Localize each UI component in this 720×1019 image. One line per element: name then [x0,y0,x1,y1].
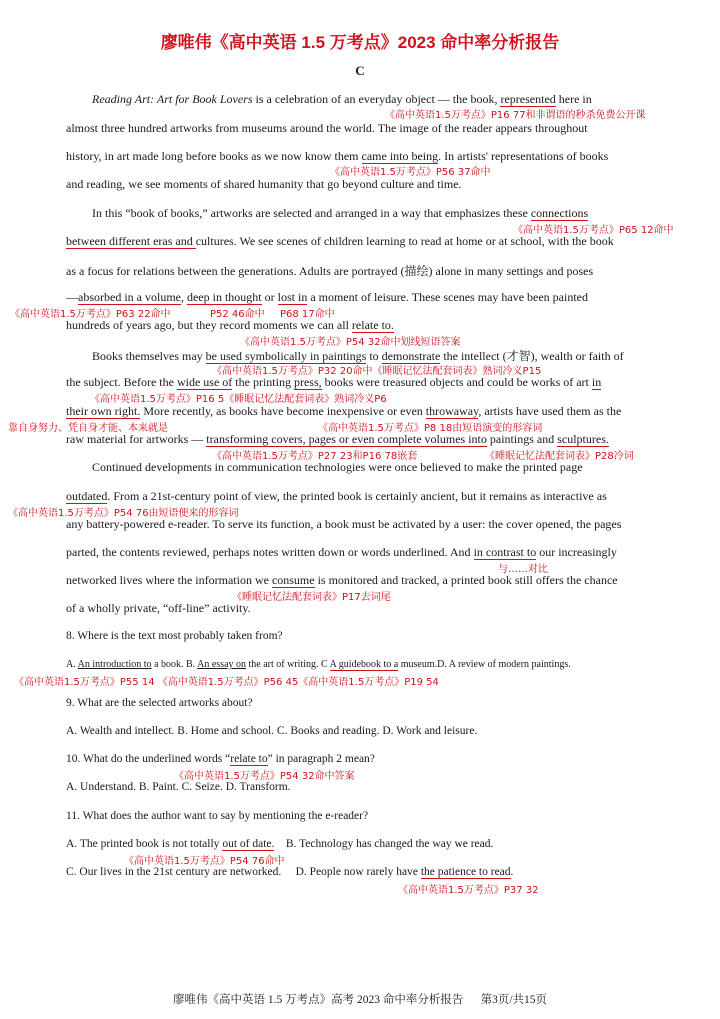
question-10: 10. What do the underlined words “relate to” in paragraph 2 mean? [66,753,375,765]
question-9-options: A. Wealth and intellect. B. Home and school. C. Books and reading. D. Work and leisure. [66,725,478,737]
annotation: 《睡眠记忆法配套词表》P28冷词 [485,451,634,462]
annotation: 《高中英语1.5万考点》P37 32 [398,885,539,896]
question-10-options: A. Understand. B. Paint. C. Seize. D. Transform. [66,781,291,793]
annotation: 《高中英语1.5万考点》P32 20命中《睡眠记忆法配套词表》熟词冷义P15 [212,366,542,377]
annotation: 《高中英语1.5万考点》P16 77和非谓语的秒杀免费公开课 [385,110,646,121]
annotation: 《高中英语1.5万考点》P54 32命中答案 [174,771,355,782]
annotation: 《高中英语1.5万考点》P55 14 《高中英语1.5万考点》P56 45《高中英语1.5万考点》P19 54 [14,677,439,688]
annotation: 《高中英语1.5万考点》P54 32命中划线短语答案 [240,337,461,348]
annotation: P52 46命中 [210,309,265,320]
annotation: 《高中英语1.5万考点》P16 5《睡眠记忆法配套词表》熟词冷义P6 [90,394,387,405]
passage-line: and reading, we see moments of shared humanity that go beyond culture and time. [66,177,462,191]
passage-line: networked lives where the information we consume is monitored and tracked, a printed book still offers the chance [66,573,618,587]
passage-line: outdated. From a 21st-century point of view, the printed book is certainly ancient, but it remains as interactive as [66,489,607,503]
passage-line: raw material for artworks — transforming covers, pages or even complete volumes into paintings and sculptures. [66,432,609,446]
annotation: 《高中英语1.5万考点》P56 37命中 [330,167,491,178]
annotation: P68 17命中 [280,309,335,320]
annotation: 《高中英语1.5万考点》P63 22命中 [10,309,171,320]
question-11-options: C. Our lives in the 21st century are networked. D. People now rarely have the patience to read. [66,866,514,878]
page-title: 廖唯伟《高中英语 1.5 万考点》2023 命中率分析报告 [160,33,560,52]
question-8: 8. Where is the text most probably taken from? [66,630,283,642]
passage-line: Books themselves may be used symbolically in paintings to demonstrate the intellect (才智), wealth or faith of [92,349,624,363]
annotation: 《高中英语1.5万考点》P65 12命中 [513,225,674,236]
passage-line: as a focus for relations between the generations. Adults are portrayed (描绘) alone in many settings and poses [66,264,594,278]
passage-line: In this “book of books,” artworks are selected and arranged in a way that emphasizes these connections [92,206,589,220]
passage-line: their own right. More recently, as books have become inexpensive or even throwaway, artists have used them as the [66,404,622,418]
question-8-options: A. An introduction to a book. B. An essay on the art of writing. C A guidebook to a museum.D. A review of modern paintings. [66,659,571,670]
annotation: 《睡眠记忆法配套词表》P17去词尾 [232,592,391,603]
passage-line: —absorbed in a volume, deep in thought or lost in a moment of leisure. These scenes may have been painted [66,290,588,304]
page-footer [0,991,720,1007]
footer-text: 廖唯伟《高中英语 1.5 万考点》高考 2023 命中率分析报告 [172,994,464,1006]
annotation: 《高中英语1.5万考点》P54 76命中 [124,856,285,867]
passage-line: history, in art made long before books as we now know them came into being. In artists' representations of books [66,149,609,163]
page-number: 第3页/共15页 [480,994,548,1006]
passage-line: any battery-powered e-reader. To serve its function, a book must be activated by a user: the cover opened, the pages [66,517,622,531]
question-11: 11. What does the author want to say by mentioning the e-reader? [66,810,369,822]
passage-line: between different eras and cultures. We see scenes of children learning to read at home or at school, with the book [66,234,614,248]
passage-line: Reading Art: Art for Book Lovers is a celebration of an everyday object — the book, represented here in [92,92,592,106]
passage-line: of a wholly private, “off-line” activity. [66,601,251,615]
annotation: 《高中英语1.5万考点》P8 18由短语演变的形容词 [318,423,543,434]
annotation: 与……对比 [498,564,548,575]
annotation: 靠自身努力、凭自身才能、本来就是 [8,423,168,434]
section-label: C [355,63,365,78]
question-11-options: A. The printed book is not totally out of date. B. Technology has changed the way we read. [66,838,494,850]
passage-line: hundreds of years ago, but they record moments we can all relate to. [66,318,394,332]
passage-line: the subject. Before the wide use of the printing press, books were treasured objects and could be works of art in [66,375,602,389]
annotation: 《高中英语1.5万考点》P27 23和P16 78嵌套 [212,451,418,462]
question-9: 9. What are the selected artworks about? [66,697,253,709]
passage-line: Continued developments in communication technologies were once believed to make the printed page [92,460,583,474]
passage-line: parted, the contents reviewed, perhaps notes written down or words underlined. And in contrast to our increasingly [66,545,617,559]
annotation: 《高中英语1.5万考点》P54 76由短语便来的形容词 [8,508,239,519]
passage-line: almost three hundred artworks from museums around the world. The image of the reader appears throughout [66,121,588,135]
